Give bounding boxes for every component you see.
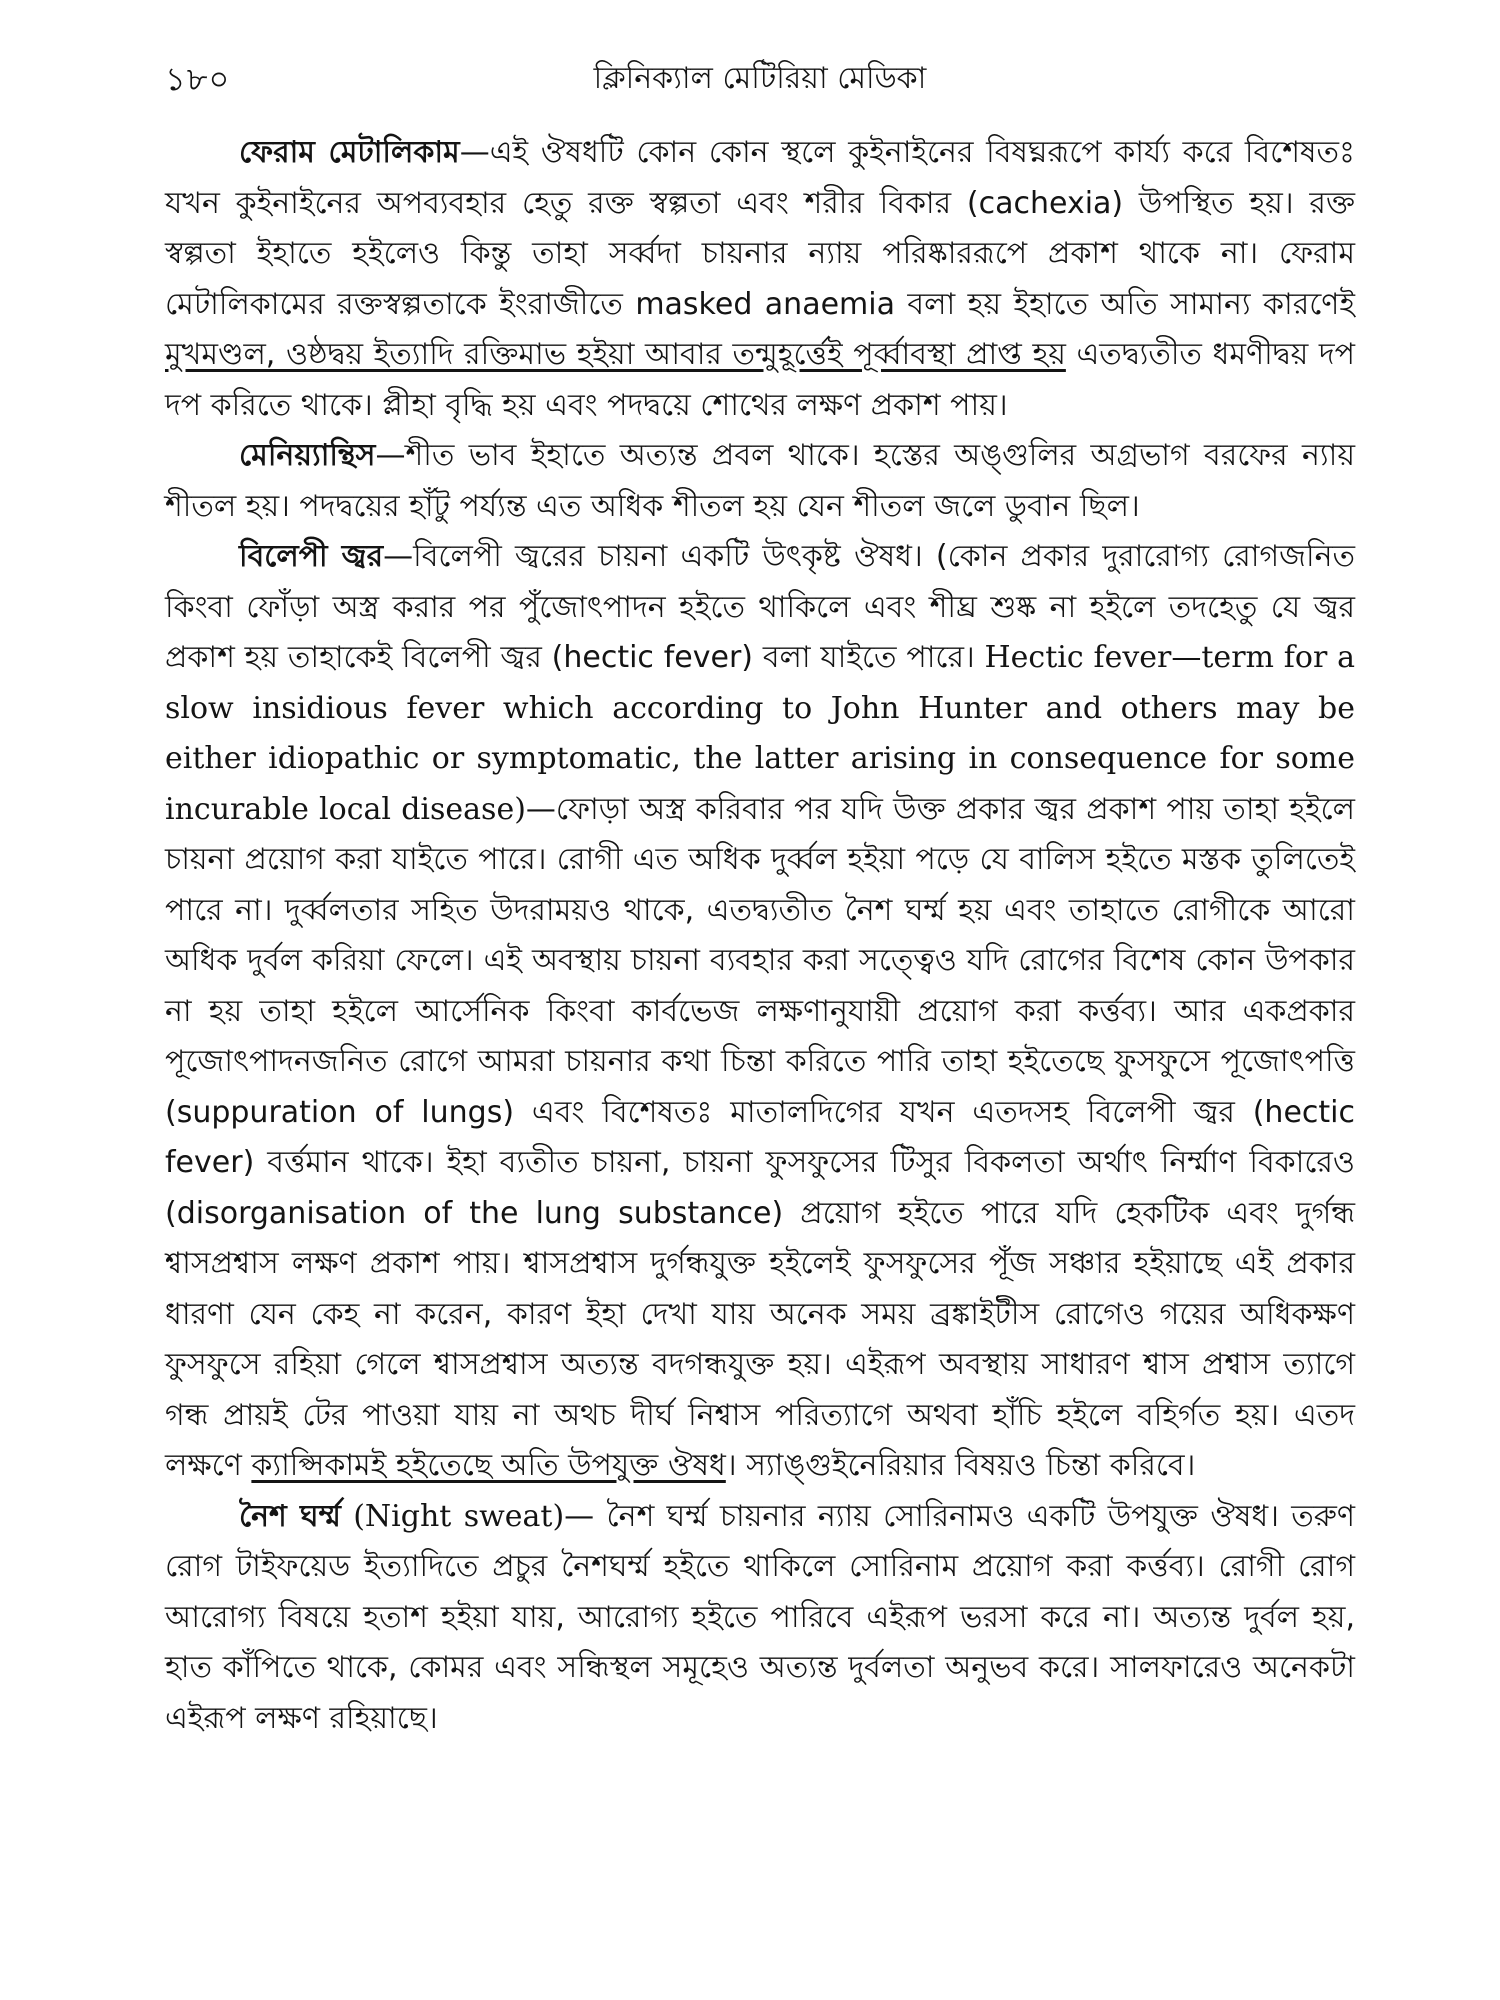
page-header bbox=[165, 48, 1355, 108]
underlined-text: মুখমণ্ডল, ওষ্ঠদ্বয় ইত্যাদি রক্তিমাভ হইয়া আবার তন্মুহূর্ত্তেই পূর্ব্বাবস্থা প্রাপ্ত হয় bbox=[165, 337, 1066, 372]
paragraph-text: এতদ্ব্যতীত ধমণীদ্বয় দপ দপ করিতে থাকে। প্লীহা বৃদ্ধি হয় এবং পদদ্বয়ে শোথের লক্ষণ প্রকাশ পায়। bbox=[165, 337, 1355, 423]
paragraph-text: —এই ঔষধটি কোন কোন স্থলে কুইনাইনের বিষঘ্নরূপে কার্য্য করে বিশেষতঃ যখন কুইনাইনের অপব্যবহার হেতু রক্ত স্বল্পতা এবং শরীর বিকার (cachexia) উপস্থিত হয়। রক্ত স্বল্পতা ইহাতে হইলেও কিন্তু তাহা সর্ব্বদা চায়নার ন্যায় পরিষ্কাররূপে প্রকাশ থাকে না। ফেরাম মেটালিকামের রক্তস্বল্পতাকে ইংরাজীতে masked anaemia বলা হয় ইহাতে অতি সামান্য কারণেই bbox=[165, 135, 1355, 322]
running-title: ক্লিনিক্যাল মেটিরিয়া মেডিকা bbox=[593, 61, 927, 96]
page-body bbox=[165, 128, 1355, 1744]
term-ferrum-metallicum: ফেরাম মেটালিকাম bbox=[239, 135, 460, 170]
paragraph-text: —ফোড়া অস্ত্র করিবার পর যদি উক্ত প্রকার জ্বর প্রকাশ পায় তাহা হইলে চায়না প্রয়োগ করা যাইতে পারে। রোগী এত অধিক দুর্ব্বল হইয়া পড়ে যে বালিস হইতে মস্তক তুলিতেই পারে না। দুর্ব্বলতার সহিত উদরাময়ও থাকে, এতদ্ব্যতীত নৈশ ঘর্ম্ম হয় এবং তাহাতে রোগীকে আরো অধিক দুর্বল করিয়া ফেলে। এই অবস্থায় চায়না ব্যবহার করা সত্ত্বেও যদি রোগের বিশেষ কোন উপকার না হয় তাহা হইলে আর্সেনিক কিংবা কার্বভেজ লক্ষণানুযায়ী প্রয়োগ করা কর্ত্তব্য। আর একপ্রকার পূজোৎপাদনজনিত রোগে আমরা চায়নার কথা চিন্তা করিতে পারি তাহা হইতেছে ফুসফুসে পূজোৎপত্তি (suppuration of lungs) এবং বিশেষতঃ মাতালদিগের যখন এতদসহ বিলেপী জ্বর (hectic fever) বর্ত্তমান থাকে। ইহা ব্যতীত চায়না, চায়না ফুসফুসের টিসুর বিকলতা অর্থাৎ নির্ম্মাণ বিকারেও (disorganisation of the lung substance) প্রয়োগ হইতে পারে যদি হেকটিক এবং দুর্গন্ধ শ্বাসপ্রশ্বাস লক্ষণ প্রকাশ পায়। শ্বাসপ্রশ্বাস দুর্গন্ধযুক্ত হইলেই ফুসফুসের পূঁজ সঞ্চার হইয়াছে এই প্রকার ধারণা যেন কেহ না করেন, কারণ ইহা দেখা যায় অনেক সময় ব্রঙ্কাইটীস রোগেও গয়ের অধিকক্ষণ ফুসফুসে রহিয়া গেলে শ্বাসপ্রশ্বাস অত্যন্ত বদগন্ধযুক্ত হয়। এইরূপ অবস্থায় সাধারণ শ্বাস প্রশ্বাস ত্যাগে গন্ধ প্রায়ই টের পাওয়া যায় না অথচ দীর্ঘ নিশ্বাস পরিত্যাগে অথবা হাঁচি হইলে বহির্গত হয়। এতদ লক্ষণে bbox=[165, 791, 1355, 1483]
paragraph-text: —শীত ভাব ইহাতে অত্যন্ত প্রবল থাকে। হস্তের অঙ্গুলির অগ্রভাগ বরফের ন্যায় শীতল হয়। পদদ্বয়ের হাঁটু পর্য্যন্ত এত অধিক শীতল হয় যেন শীতল জলে ডুবান ছিল। bbox=[165, 438, 1355, 524]
paragraph-menyanthes bbox=[165, 431, 1355, 532]
term-hectic-fever: বিলেপী জ্বর bbox=[239, 539, 384, 574]
paragraph-text: — নৈশ ঘর্ম্ম চায়নার ন্যায় সোরিনামও একটি উপযুক্ত ঔষধ। তরুণ রোগ টাইফয়েড ইত্যাদিতে প্রচুর নৈশঘর্ম্ম হইতে থাকিলে সোরিনাম প্রয়োগ করা কর্ত্তব্য। রোগী রোগ আরোগ্য বিষয়ে হতাশ হইয়া যায়, আরোগ্য হইতে পারিবে এইরূপ ভরসা করে না। অত্যন্ত দুর্বল হয়, হাত কাঁপিতে থাকে, কোমর এবং সন্ধিস্থল সমূহেও অত্যন্ত দুর্বলতা অনুভব করে। সালফারেও অনেকটা এইরূপ লক্ষণ রহিয়াছে। bbox=[165, 1498, 1355, 1736]
paragraph-text: । স্যাঙ্গুইনেরিয়ার বিষয়ও চিন্তা করিবে। bbox=[725, 1448, 1196, 1483]
english-definition: Hectic fever—term for a slow insidious fever which according to John Hunter and others may be either idiopathic or symptomatic, the latter arising in consequence for some incurable local disease) bbox=[165, 640, 1355, 827]
paragraph-text: —বিলেপী জ্বরের চায়না একটি উৎকৃষ্ট ঔষধ। (কোন প্রকার দুরারোগ্য রোগজনিত কিংবা ফোঁড়া অস্ত্র করার পর পুঁজোৎপাদন হইতে থাকিলে এবং শীঘ্র শুষ্ক না হইলে তদহেতু যে জ্বর প্রকাশ হয় তাহাকেই বিলেপী জ্বর (hectic fever) বলা যাইতে পারে। bbox=[165, 539, 1355, 675]
page-number: ১৮০ bbox=[165, 60, 231, 98]
paragraph-ferrum-metallicum bbox=[165, 128, 1355, 431]
term-night-sweat: নৈশ ঘর্ম্ম bbox=[239, 1498, 341, 1534]
paragraph-hectic-fever bbox=[165, 532, 1355, 1492]
paragraph-night-sweat bbox=[165, 1492, 1355, 1745]
english-term: (Night sweat) bbox=[340, 1498, 565, 1534]
term-menyanthes: মেনিয়্যান্থিস bbox=[239, 438, 376, 473]
underlined-text: ক্যাপ্সিকামই হইতেছে অতি উপযুক্ত ঔষধ bbox=[251, 1448, 726, 1483]
